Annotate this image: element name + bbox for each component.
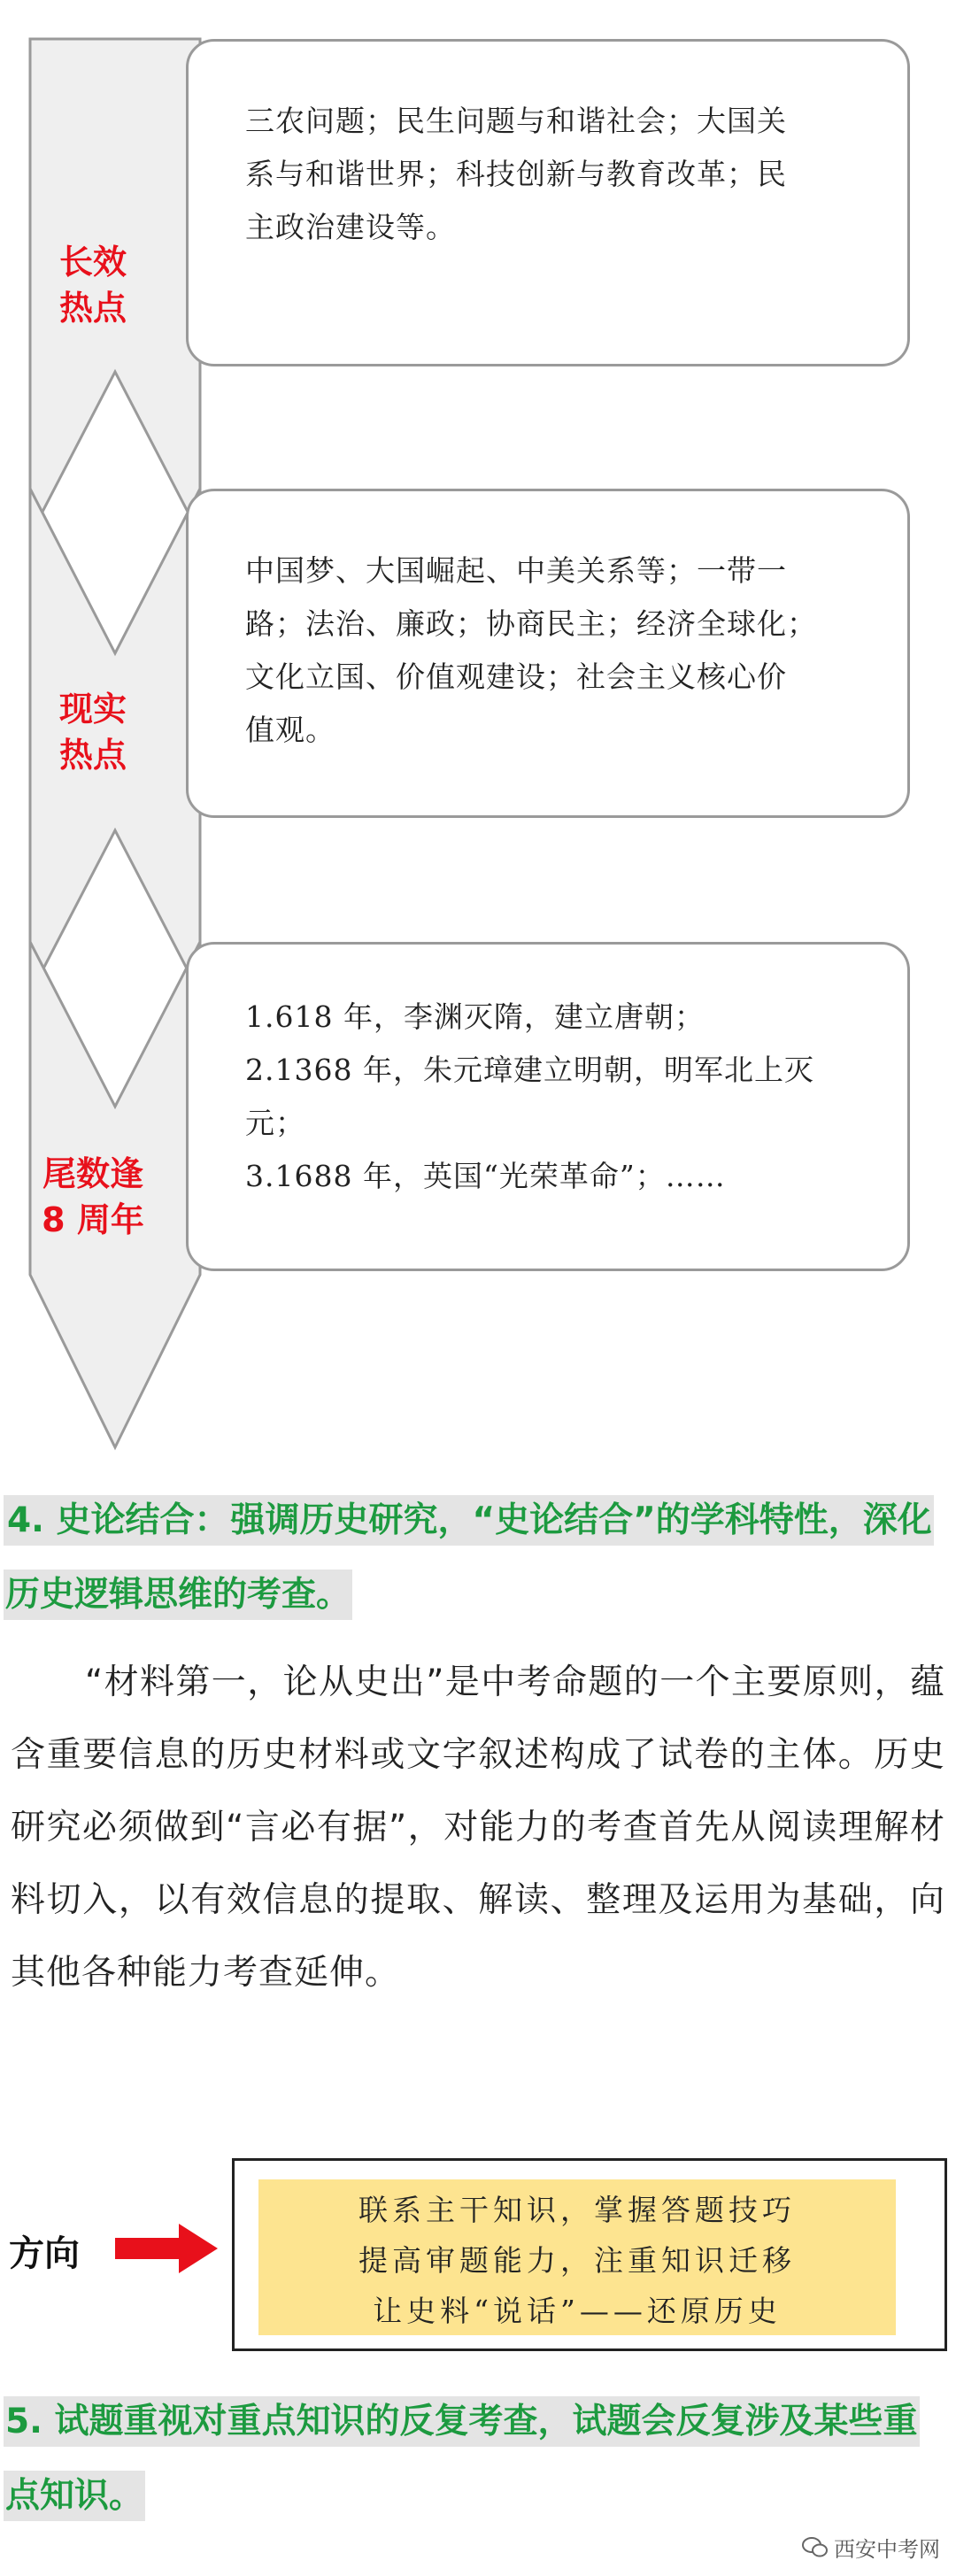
direction-label: 方向 xyxy=(9,2233,80,2274)
section-4-text: 强调历史研究，“史论结合”的学科特性，深化历史逻辑思维的考查。 xyxy=(5,1500,932,1615)
card-line: 2.1368 年，朱元璋建立明朝，明军北上灭 xyxy=(245,1053,814,1087)
right-arrow-icon xyxy=(115,2222,220,2279)
direction-box xyxy=(258,2179,896,2335)
hot-topic-label-1: 长效 热点 xyxy=(58,243,127,328)
watermark xyxy=(802,2532,940,2563)
direction-line: 让史料“说话”——还原历史 xyxy=(373,2294,782,2328)
card-line: 1.618 年，李渊灭隋，建立唐朝； xyxy=(245,999,705,1034)
watermark-text: 西安中考网 xyxy=(834,2537,940,2562)
hot-topic-card-3 xyxy=(186,942,910,1271)
card-line: 文化立国、价值观建设；社会主义核心价 xyxy=(245,659,787,694)
section-4-heading xyxy=(4,1484,951,1632)
card-line: 系与和谐世界；科技创新与教育改革；民 xyxy=(245,157,787,191)
wechat-icon xyxy=(802,2536,829,2559)
hot-topic-label-2: 现实 热点 xyxy=(58,690,127,775)
hot-topic-card-1 xyxy=(186,39,910,366)
card-line: 三农问题；民生问题与和谐社会；大国关 xyxy=(245,104,787,138)
card-line: 值观。 xyxy=(245,713,335,747)
body-paragraph: “材料第一，论从史出”是中考命题的一个主要原则，蕴含重要信息的历史材料或文字叙述构成了试卷的主体。历史研究必须做到“言必有据”，对能力的考查首先从阅读理解材料切入，以有效信息的提取、解读、整理及运用为基础，向其他各种能力考查延伸。 xyxy=(11,1662,945,1993)
card-line: 3.1688 年，英国“光荣革命”；…… xyxy=(245,1159,726,1193)
direction-line: 提高审题能力，注重知识迁移 xyxy=(358,2243,796,2278)
section-5-text: 5. 试题重视对重点知识的反复考查，试题会反复涉及某些重点知识。 xyxy=(4,2396,920,2521)
card-line: 主政治建设等。 xyxy=(245,210,456,244)
hot-topic-label-3: 尾数逢 8 周年 xyxy=(42,1154,144,1239)
section-4-lead: 4. 史论结合： xyxy=(5,1495,231,1546)
card-line: 中国梦、大国崛起、中美关系等；一带一 xyxy=(245,553,787,588)
hot-topic-card-2 xyxy=(186,489,910,818)
section-5-heading xyxy=(4,2385,951,2534)
card-line: 路；法治、廉政；协商民主；经济全球化； xyxy=(245,606,817,641)
direction-line: 联系主干知识，掌握答题技巧 xyxy=(358,2193,796,2227)
card-line: 元； xyxy=(245,1106,305,1140)
